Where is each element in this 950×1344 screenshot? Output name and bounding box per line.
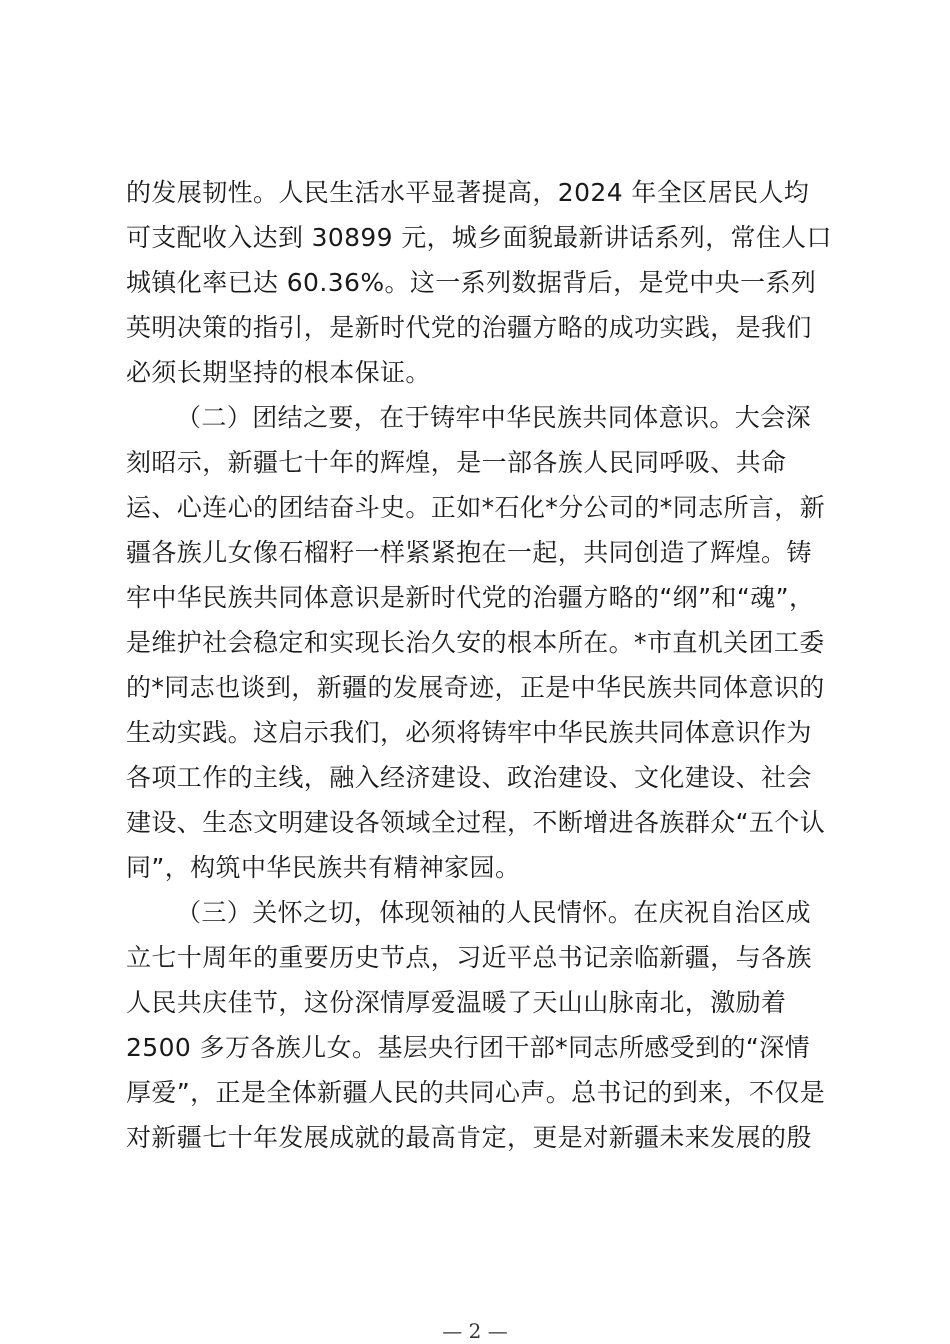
text-line: 英明决策的指引，是新时代党的治疆方略的成功实践，是我们 xyxy=(126,313,812,342)
text-line: 的*同志也谈到，新疆的发展奇迹，正是中华民族共同体意识的 xyxy=(126,673,825,702)
text-line: 城镇化率已达 60.36%。这一系列数据背后，是党中央一系列 xyxy=(126,268,817,297)
text-line: 2500 多万各族儿女。基层央行团干部*同志所感受到的“深情 xyxy=(126,1033,811,1062)
text-line: 牢中华民族共同体意识是新时代党的治疆方略的“纲”和“魂”， xyxy=(126,583,815,612)
text-line: 必须长期坚持的根本保证。 xyxy=(126,358,431,387)
text-line: 生动实践。这启示我们，必须将铸牢中华民族共同体意识作为 xyxy=(126,718,812,747)
text-line: 同”，构筑中华民族共有精神家园。 xyxy=(126,853,521,882)
text-line: 运、心连心的团结奋斗史。正如*石化*分公司的*同志所言，新 xyxy=(126,493,826,522)
text-line: 立七十周年的重要历史节点，习近平总书记亲临新疆，与各族 xyxy=(126,943,812,972)
text-line: 对新疆七十年发展成就的最高肯定，更是对新疆未来发展的殷 xyxy=(126,1123,812,1152)
text-line: 各项工作的主线，融入经济建设、政治建设、文化建设、社会 xyxy=(126,763,812,792)
text-line: 刻昭示，新疆七十年的辉煌，是一部各族人民同呼吸、共命 xyxy=(126,448,787,477)
text-line: 是维护社会稳定和实现长治久安的根本所在。*市直机关团工委 xyxy=(126,628,825,657)
text-line: 厚爱”，正是全体新疆人民的共同心声。总书记的到来，不仅是 xyxy=(126,1078,826,1107)
text-line: 人民共庆佳节，这份深情厚爱温暖了天山山脉南北，激励着 xyxy=(126,988,787,1017)
section-heading-2: （二）团结之要，在于铸牢中华民族共同体意识。大会深 xyxy=(176,403,812,432)
text-line: 疆各族儿女像石榴籽一样紧紧抱在一起，共同创造了辉煌。铸 xyxy=(126,538,812,567)
text-line: 建设、生态文明建设各领域全过程，不断增进各族群众“五个认 xyxy=(126,808,826,837)
text-line: 的发展韧性。人民生活水平显著提高，2024 年全区居民人均 xyxy=(126,178,810,207)
section-heading-3: （三）关怀之切，体现领袖的人民情怀。在庆祝自治区成 xyxy=(176,898,812,927)
page-number: — 2 — xyxy=(442,1319,508,1343)
text-line: 可支配收入达到 30899 元，城乡面貌最新讲话系列，常住人口 xyxy=(126,223,832,252)
